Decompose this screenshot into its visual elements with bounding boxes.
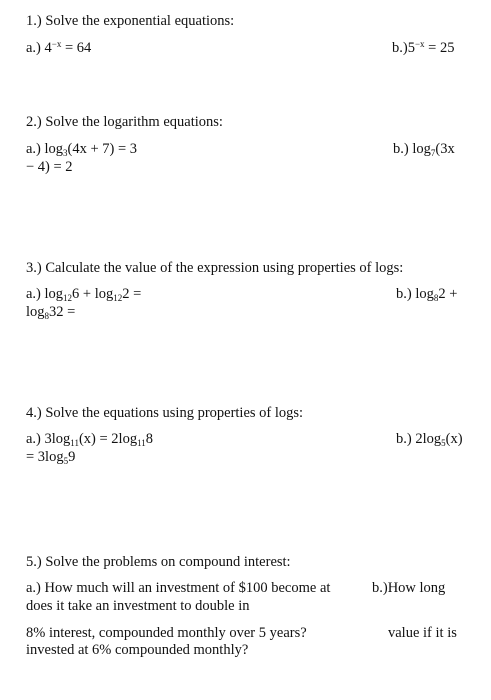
q2a-prefix: a.) log xyxy=(26,141,64,157)
q2a-rest: (4x + 7) = 3 xyxy=(67,141,138,157)
q3a2-rest: 32 = xyxy=(49,304,76,320)
q2-part-a-line2: − 4) = 2 xyxy=(26,159,73,175)
q5-line4: invested at 6% compounded monthly? xyxy=(26,642,249,658)
q4-heading: 4.) Solve the equations using properties of logs: xyxy=(26,405,304,421)
q3a2-prefix: log xyxy=(26,304,45,320)
q1a-exponent: −x xyxy=(51,39,62,49)
q1a-label: a.) xyxy=(26,40,41,56)
q1-heading: 1.) Solve the exponential equations: xyxy=(26,13,235,29)
q1-part-b xyxy=(392,39,454,57)
q2a-base: 3 xyxy=(63,148,68,158)
q5-line3: 8% interest, compounded monthly over 5 years? xyxy=(26,625,307,641)
q4b-rest: (x) xyxy=(445,431,463,447)
q3b-prefix: b.) log xyxy=(396,286,434,302)
q4a-base2: 11 xyxy=(137,438,146,448)
q4a2-rest: 9 xyxy=(68,449,76,465)
q3a-base1: 12 xyxy=(63,293,73,303)
q3a-rest: 2 = xyxy=(122,286,142,302)
q4a-prefix: a.) 3log xyxy=(26,431,71,447)
q1a-rest: = 64 xyxy=(61,40,92,56)
q4a-mid: (x) = 2log xyxy=(78,431,138,447)
q3a-prefix: a.) log xyxy=(26,286,64,302)
q1b-rest: = 25 xyxy=(424,40,455,56)
q2b-base: 7 xyxy=(430,148,436,158)
q4a2-base: 5 xyxy=(63,456,69,466)
q4a-base1: 11 xyxy=(70,438,79,448)
q5-part-b-line1: b.)How long xyxy=(372,580,446,596)
q4a2-prefix: = 3log xyxy=(26,449,64,465)
q3-part-b xyxy=(396,285,457,303)
q3b-base: 8 xyxy=(433,293,439,303)
q5-part-b-line2: value if it is xyxy=(388,625,457,641)
q2b-prefix: b.) log xyxy=(393,141,431,157)
q3a-base2: 12 xyxy=(113,293,123,303)
q1a-base: 4 xyxy=(44,40,52,56)
q3b-rest: 2 + xyxy=(438,286,458,302)
q4a-rest: 8 xyxy=(145,431,154,447)
q4b-prefix: b.) 2log xyxy=(396,431,442,447)
q2-part-b xyxy=(393,140,455,158)
q1-part-a xyxy=(26,39,91,57)
q4-part-b xyxy=(396,430,463,448)
q4-part-a xyxy=(26,430,153,448)
q3a-mid: 6 + log xyxy=(72,286,114,302)
q3-heading: 3.) Calculate the value of the expression using properties of logs: xyxy=(26,260,404,276)
q2-part-a xyxy=(26,140,137,158)
q1b-label: b.) xyxy=(392,40,408,56)
q5-line2: does it take an investment to double in xyxy=(26,598,250,614)
q3a2-base: 8 xyxy=(44,311,50,321)
q4b-base: 5 xyxy=(441,438,446,448)
q1b-base: 5 xyxy=(407,40,415,56)
q2b-rest: (3x xyxy=(435,141,455,157)
q1b-exponent: −x xyxy=(414,39,425,49)
q5-line1: a.) How much will an investment of $100 become at xyxy=(26,580,331,596)
q5-heading: 5.) Solve the problems on compound interest: xyxy=(26,554,291,570)
q2-heading: 2.) Solve the logarithm equations: xyxy=(26,114,223,130)
q3-part-a-line2 xyxy=(26,303,75,321)
q3-part-a xyxy=(26,285,141,303)
q4-part-a-line2 xyxy=(26,448,75,466)
